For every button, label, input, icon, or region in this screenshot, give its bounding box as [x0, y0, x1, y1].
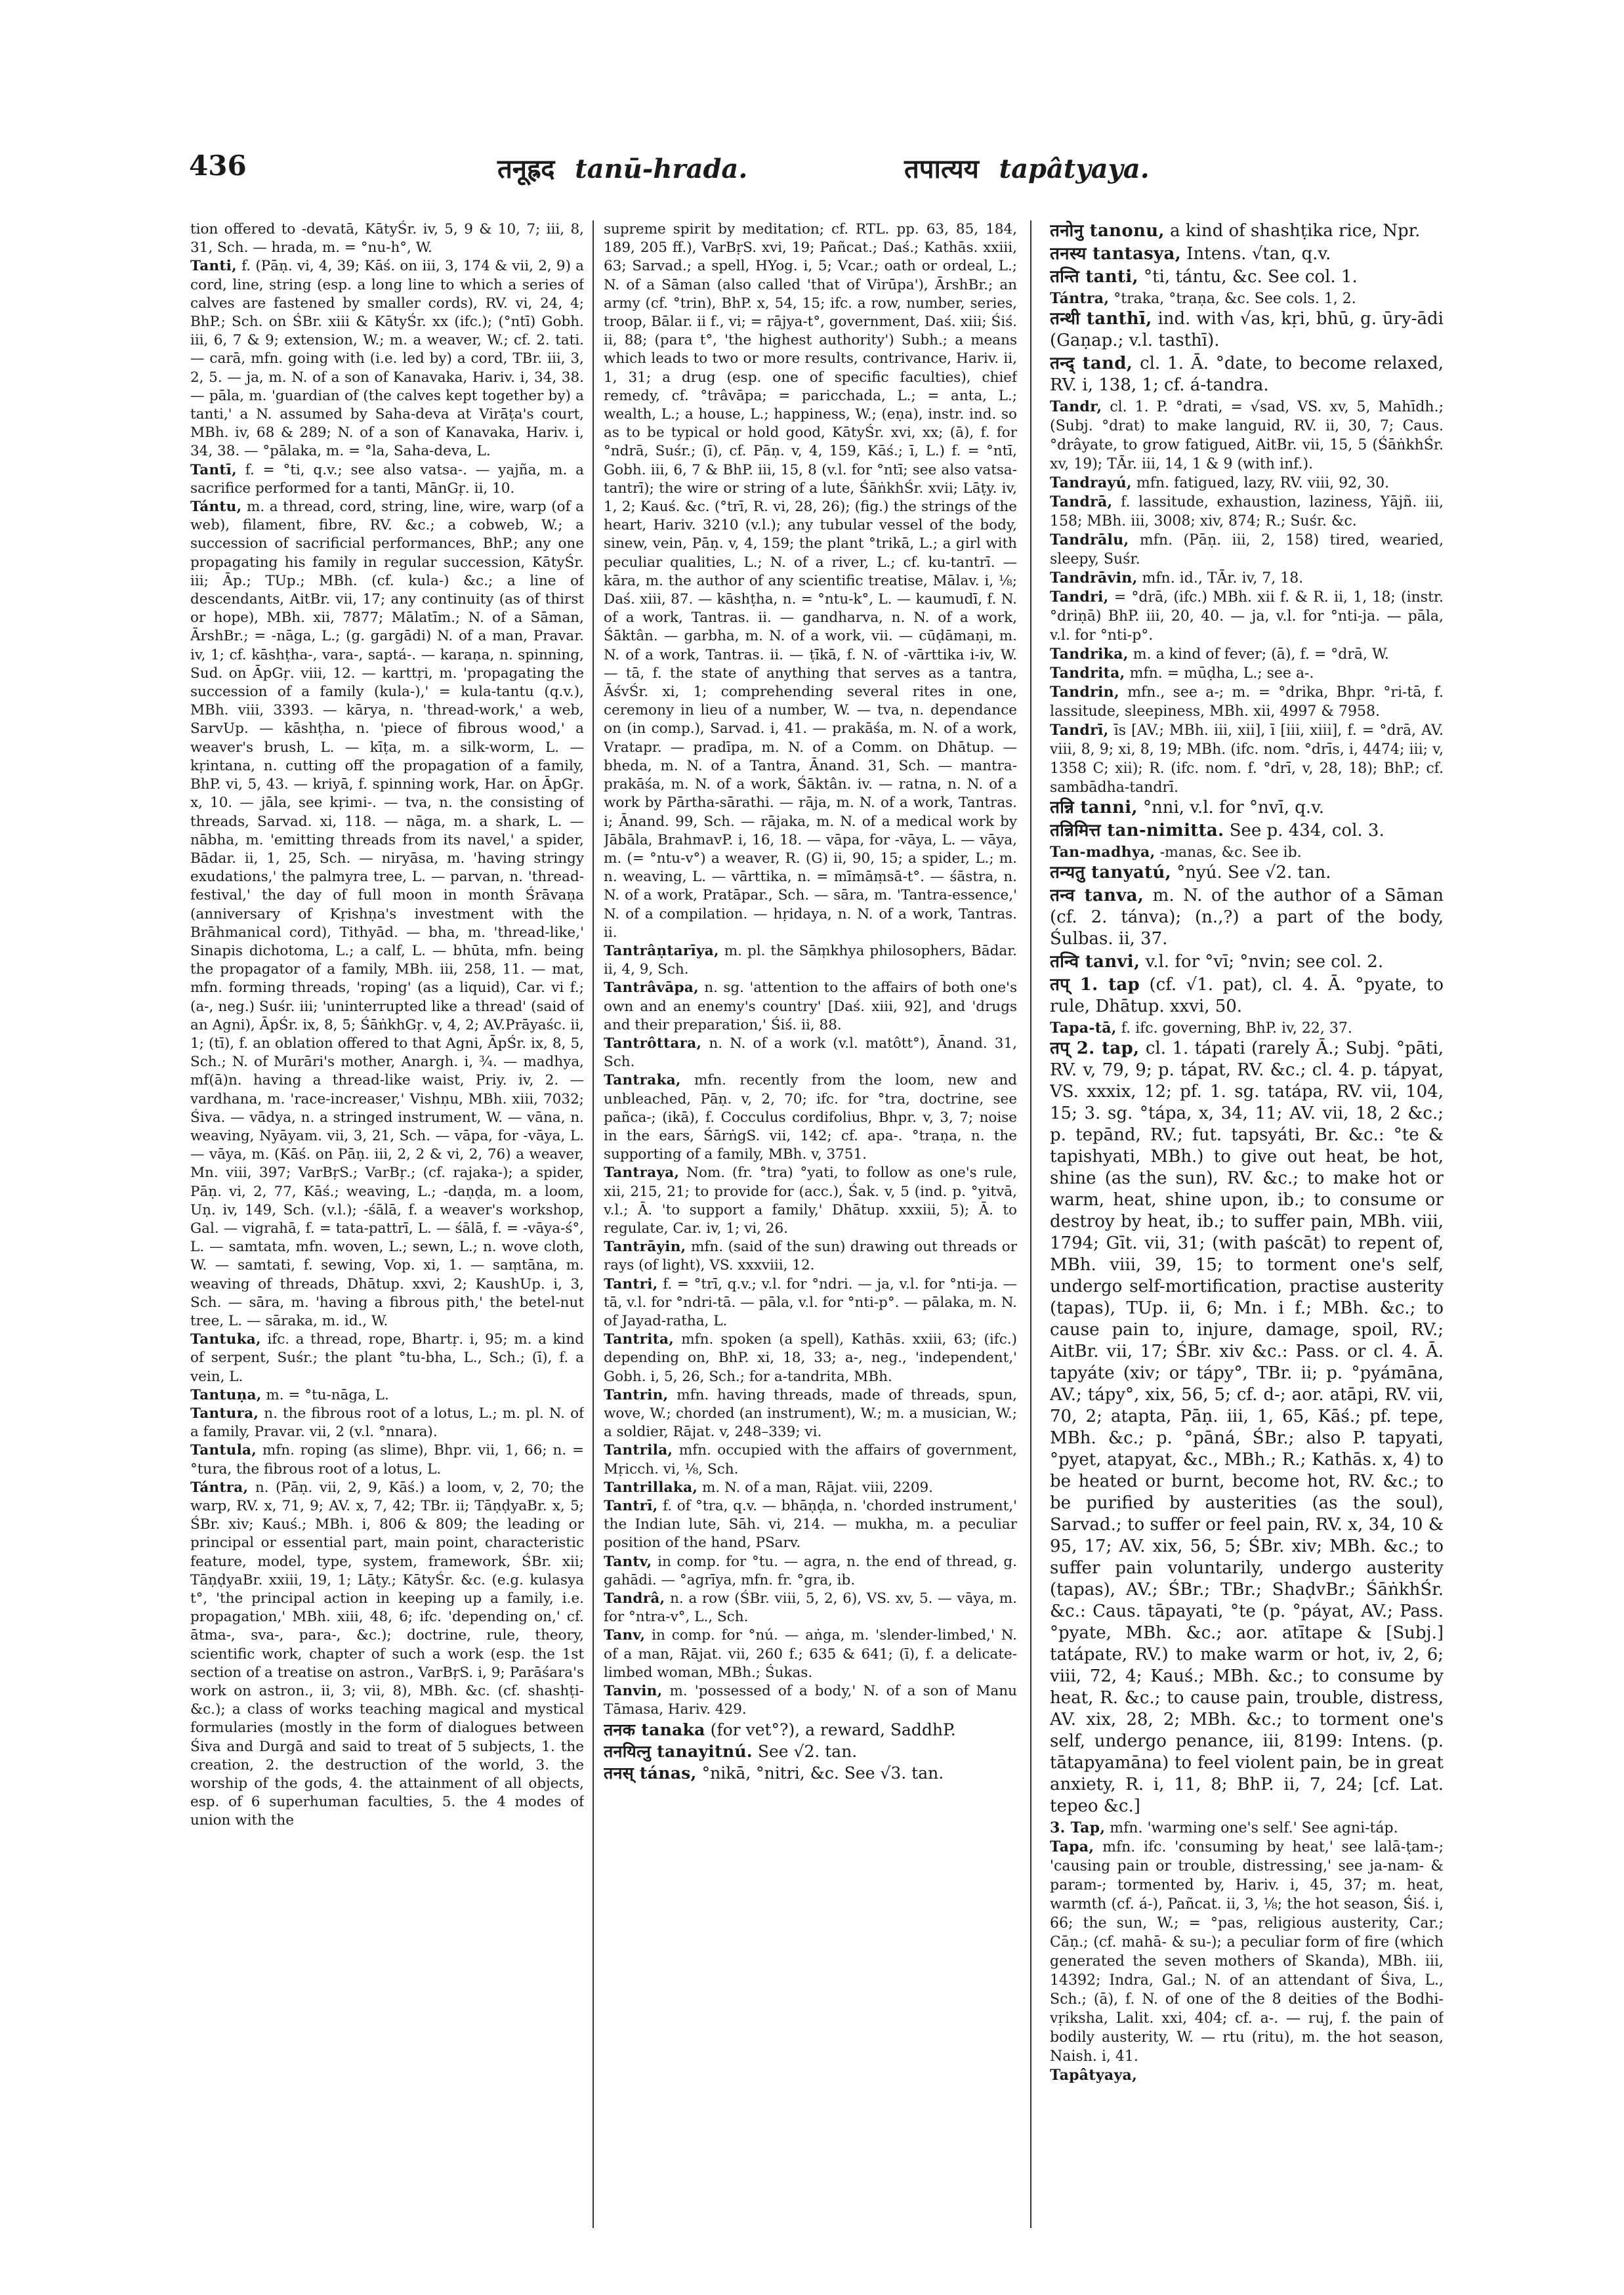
entry-headword: Tanvin,: [604, 1683, 663, 1700]
entry-definition: mfn. having threads, made of threads, spun, wove, W.; chorded (an instrument), W.; m. a musician, W.; a soldier, Rājat. v, 248–339; vi.: [604, 1386, 1017, 1441]
dictionary-entry: [1050, 862, 1444, 884]
entry-headword: Tandrī,: [1050, 722, 1109, 739]
dictionary-entry: [1050, 797, 1444, 819]
entry-definition: in comp. for °nú. — aṅga, m. 'slender-limbed,' N. of a man, Rājat. vii, 260 f.; 635 & 641; (ī), f. a delicate-limbed woman, MBh.; Śukas.: [604, 1627, 1017, 1681]
entry-headword: तन्वि tanvi,: [1050, 952, 1140, 972]
entry-headword: Tandrālu,: [1050, 531, 1129, 548]
dictionary-entry: [1050, 1838, 1444, 2066]
entry-headword: Tantī,: [190, 461, 237, 478]
dictionary-entry: [604, 1741, 1017, 1762]
dictionary-entry: [604, 1626, 1017, 1682]
entry-headword: Tantrâṇtarīya,: [604, 942, 719, 959]
entry-headword: Tantura,: [190, 1405, 259, 1422]
dictionary-entry: [1050, 243, 1444, 265]
dictionary-entry: [604, 1441, 1017, 1478]
dictionary-entry: [604, 1386, 1017, 1442]
entry-definition: °nni, v.l. for °nvī, q.v.: [1142, 798, 1325, 817]
entry-headword: Tántra,: [190, 1479, 249, 1496]
entry-headword: Tan-madhya,: [1050, 844, 1156, 861]
entry-definition: supreme spirit by meditation; cf. RTL. pp. 63, 85, 184, 189, 205 ff.), VarBṛS. xvi, 19; Pañcat.; Daś.; Kathās. xxiii, 63; Sarvad.; a spell, HYog. i, 5; Vcar.; oath or ordeal, L.; N. of a Sāman (also called 'that of Virūpa'), ĀrshBr.; an army (cf. °trin), BhP. x, 54, 15; ifc. a row, number, series, troop, Bālar. ii f., vi; = rājya-t°, government, Daś. xiii; Śiś. ii, 88; (para t°, 'the highest authority') Subh.; a means which leads to two or more results, contrivance, Hariv. ii, 1, 31; a drug (esp. one of specific faculties), chief remedy, cf. °trâvāpa; = paricchada, L.; = anta, L.; wealth, L.; a house, L.; happiness, W.; (eṇa), instr. ind. so as to be typical or hold good, KātyŚr. xvi, xx; (ā), f. for °ndrā, Suśr.; (ī), cf. Pāṇ. v, 4, 159, Kāś.; ī, L.) f. = °ntī, Gobh. iii, 6, 7 & BhP. iii, 15, 8 (v.l. for °ntī; see also vatsa-tantrī); the wire or string of a lute, ŚāṅkhŚr. xvii; Lāṭy. iv, 1, 2; Kauś. &c. (°trī, R. vi, 28, 26); (fig.) the strings of the heart, Hariv. 3210 (v.l.); any tubular vessel of the body, sinew, vein, Pāṇ. v, 4, 159; the plant °trikā, L.; a girl with peculiar qualities, L.; N. of a river, L.; cf. ku-tantrī. — kāra, m. the author of any scientific treatise, Mālav. i, ⅛; Daś. xiii, 87. — kāshṭha, n. = °ntu-k°, L. — kaumudī, f. N. of a work, Tantras. ii. — gandharva, n. N. of a work, Śāktân. — garbha, m. N. of a work, vii. — cūḍāmaṇi, m. N. of a work, Tantras. ii. — ṭīkā, f. N. of -vārttika i-iv, W. — tā, f. the state of anything that serves as a tantra, ĀśvŚr. xi, 1; comprehending several rites in one, ceremony in lieu of a number, W. — tva, n. dependance on (in comp.), Sarvad. i, 41. — prakāśa, m. N. of a work, Vratapr. — pradīpa, m. N. of a Comm. on Dhātup. — bheda, m. N. of a Tantra, Ānand. 31, Sch. — mantra-prakāśa, m. N. of a work, Śāktân. iv. — ratna, n. N. of a work by Pārtha-sārathi. — rāja, m. N. of a work, Tantras. i; Ānand. 99, Sch. — rājaka, m. N. of a medical work by Jābāla, BrahmavP. i, 16, 18. — vāpa, for -vāya, L. — vāya, m. (= °ntu-v°) a weaver, R. (G) ii, 90, 15; a spider, L.; m. n. weaving, L. — vārttika, n. = mīmāṃsā-t°. — śāstra, n. N. of a work, Pratāpar., Sch. — sāra, m. 'Tantra-essence,' N. of a compilation. — hṛidaya, n. N. of a work, Tantras. ii.: [604, 221, 1017, 941]
dictionary-entry: [1050, 220, 1444, 242]
dictionary-entry: [604, 942, 1017, 979]
entry-headword: Tantraka,: [604, 1072, 681, 1089]
dictionary-entry: [190, 498, 584, 1331]
entry-definition: Nom. (fr. °tra) °yati, to follow as one's rule, xii, 215, 21; to provide for (acc.), Śak. v, 5 (ind. p. °yitvā, v.l.; Ā. 'to support a family,' Dhātup. xxxiii, 5); Ā. to regulate, Car. iv, 1; vi, 26.: [604, 1165, 1017, 1237]
entry-headword: तन्थी tanthī,: [1050, 309, 1152, 329]
dictionary-entry: [1050, 289, 1444, 308]
dictionary-entry: [190, 1331, 584, 1386]
dictionary-entry: [190, 1405, 584, 1441]
entry-definition: f. ifc. governing, BhP. iv, 22, 37.: [1121, 1020, 1352, 1037]
entry-headword: Tandrika,: [1050, 646, 1129, 663]
entry-headword: Tandri,: [1050, 589, 1109, 606]
dictionary-entry: [1050, 353, 1444, 396]
entry-headword: Tántu,: [190, 499, 242, 516]
dictionary-entry: [1050, 398, 1444, 474]
dictionary-entry: [190, 257, 584, 461]
dictionary-entry: [1050, 721, 1444, 797]
entry-definition: a kind of shashṭika rice, Npr.: [1170, 221, 1421, 241]
entry-headword: Tantrillaka,: [604, 1479, 698, 1496]
entry-headword: Tantv,: [604, 1553, 652, 1570]
entry-headword: Tapa-tā,: [1050, 1020, 1117, 1037]
entry-definition: cl. 1. tápati (rarely Ā.; Subj. °pāti, RV. v, 79, 9; p. tápat, RV. &c.; cl. 4. p. tápyat, VS. xxxix, 12; pf. 1. sg. tatápa, RV. vii, 104, 15; 3. sg. °tápa, x, 34, 11; AV. vii, 18, 2 &c.; p. tepānd, RV.; fut. tapsyáti, Br. &c.: °te & tapishyati, MBh.) to give out heat, be hot, shine (as the sun), RV. &c.; to make hot or warm, heat, shine upon, ib.; to consume or destroy by heat, ib.; to suffer pain, MBh. viii, 1794; Gīt. vii, 31; (with paścāt) to repent of, MBh. viii, 39, 15; to torment one's self, undergo self-mortification, practise austerity (tapas), TUp. ii, 6; Mn. i f.; MBh. &c.; to cause pain to, injure, damage, spoil, RV.; AitBr. vii, 17; ŚBr. xiv &c.: Pass. or cl. 4. Ā. tapyáte (xiv; or tápy°, TBr. ii; p. °pyámāna, AV.; tápy°, xix, 56, 5; cf. d-; aor. atāpi, RV. vii, 70, 2; atapta, Pāṇ. iii, 1, 65, Kāś.; pf. tepe, MBh. &c.; p. °pāná, ŚBr.; also P. tapyati, °pyet, atapyat, &c., MBh.; R.; Kathās. x, 4) to be heated or burnt, become hot, RV. &c.; to be purified by austerities (as the soul), Sarvad.; to suffer or feel pain, RV. x, 34, 10 & 95, 17; AV. xix, 56, 5; ŚBr. xiv; MBh. &c.; to suffer pain voluntarily, undergo austerity (tapas), AV.; ŚBr.; TBr.; ShaḍvBr.; ŚāṅkhŚr. &c.: Caus. tāpayati, °te (p. °páyat, AV.; Pass. °pyate, MBh. &c.; aor. atītape & [Subj.] tatápate, RV.) to make warm or hot, iv, 2, 6; viii, 72, 4; Kauś.; MBh. &c.; to consume by heat, R. &c.; to cause pain, trouble, distress, AV. xix, 28, 2; MBh. &c.; to torment one's self, undergo penance, iii, 8199: Intens. (p. tātapyamāna) to feel violent pain, be in great anxiety, R. i, 11, 8; BhP. ii, 7, 24; [cf. Lat. tepeo &c.]: [1050, 1039, 1444, 1816]
left-headword-devanagari: तनूह्रद: [497, 154, 555, 184]
left-headword: tanū-hrada.: [575, 154, 748, 184]
dictionary-entry: [1050, 2066, 1444, 2085]
dictionary-entry: [190, 1386, 584, 1405]
dictionary-entry: [1050, 974, 1444, 1018]
entry-definition: m. N. of the author of a Sāman (cf. 2. tánva); (n.,?) a part of the body, Śulbas. ii, 37.: [1050, 886, 1444, 949]
entry-definition: mfn. occupied with the affairs of government, Mṛicch. vi, ⅛, Sch.: [604, 1442, 1017, 1478]
entry-headword: Tantuka,: [190, 1331, 261, 1348]
dictionary-entry: [1050, 683, 1444, 721]
entry-headword: तन्ति tanti,: [1050, 267, 1138, 287]
right-headword-devanagari: तपात्यय: [904, 154, 979, 184]
dictionary-entry: [1050, 820, 1444, 842]
dictionary-entry: [1050, 308, 1444, 352]
entry-definition: n. N. of a work (v.l. matôtt°), Ānand. 31, Sch.: [604, 1035, 1017, 1071]
dictionary-entry: [604, 1497, 1017, 1553]
entry-headword: तनोनु tanonu,: [1050, 221, 1165, 241]
entry-headword: Tanti,: [190, 258, 237, 275]
entry-definition: mfn. spoken (a spell), Kathās. xxiii, 63; (ifc.) depending on, BhP. xi, 18, 33; a-, neg., 'independent,' Gobh. i, 5, 26, Sch.; for a-tandrita, MBh.: [604, 1331, 1017, 1385]
dictionary-entry: [604, 1275, 1017, 1331]
dictionary-entry: [604, 1762, 1017, 1784]
dictionary-entry: [1050, 531, 1444, 569]
entry-definition: -manas, &c. See ib.: [1159, 844, 1302, 861]
entry-definition: m. a thread, cord, string, line, wire, warp (of a web), filament, fibre, RV. &c.; a cobweb, W.; a succession of sacrificial performances, BhP.; any one propagating his family in regular succession, KātyŚr. iii; Āp.; TUp.; MBh. (cf. kula-) &c.; a line of descendants, AitBr. vii, 17; any continuity (as of thirst or hope), MBh. xii, 7877; Mālatīm.; N. of a Sāman, ĀrshBr.; = -nāga, L.; (g. gargādi) N. of a man, Pravar. iv, 1; cf. kāshṭha-, vara-, saptá-. — karaṇa, n. spinning, Sud. on ĀpGṛ. viii, 12. — karttṛi, m. 'propagating the succession of a family (kula-),' = kula-tantu (q.v.), MBh. viii, 3393. — kārya, n. 'thread-work,' a web, SarvUp. — kāshṭha, n. 'piece of fibrous wood,' a weaver's brush, L. — kīṭa, m. a silk-worm, L. — kṛintana, n. cutting off the propagation of a family, BhP. vi, 5, 43. — kriyā, f. spinning work, Har. on ĀpGṛ. x, 10. — jāla, see kṛimi-. — tva, n. the consisting of threads, Sarvad. xi, 118. — nāga, m. a shark, L. — nābha, m. 'emitting threads from its navel,' a spider, Bādar. ii, 1, 25, Sch. — niryāsa, m. 'having stringy exudations,' the palmyra tree, L. — parvan, n. 'thread-festival,' the day of full moon in month Śrāvaṇa (anniversary of Kṛishṇa's investment with the Brāhmanical cord), Tithyād. — bha, m. 'thread-like,' Sinapis dichotoma, L.; a calf, L. — bhūta, mfn. being the propagator of a family, MBh. iii, 258, 11. — mat, mfn. forming threads, 'roping' (as a liquid), Car. vi f.; (a-, neg.) Suśr. iii; 'uninterrupted like a thread' (said of an Agni), ĀpŚr. ix, 8, 5; ŚāṅkhGṛ. v, 4, 2; AV.Prāyaśc. ii, 1; (tī), f. an oblation offered to that Agni, ĀpŚr. ix, 8, 5, Sch.; N. of Murāri's mother, Anargh. i, ¾. — madhya, mf(ā)n. having a thread-like waist, Priy. iv, 2. — vardhana, m. 'race-increaser,' Vishṇu, MBh. xiii, 7032; Śiva. — vādya, n. a stringed instrument, W. — vāna, n. weaving, Nyāyam. vii, 3, 21, Sch. — vāpa, for -vāya, L. — vāya, m. (Kāś. on Pāṇ. iii, 2, 2 & vi, 2, 76) a weaver, Mn. viii, 397; VarBṛS.; VarBṛ.; (cf. rajaka-); a spider, Pāṇ. vi, 2, 77, Kāś.; weaving, L.; -daṇḍa, m. a loom, Uṇ. iv, 149, Sch. (v.l.); -śālā, f. a weaver's workshop, Gal. — vigrahā, f. = tata-pattrī, L. — śālā, f. = -vāya-ś°, L. — samtata, mfn. woven, L.; sewn, L.; n. wove cloth, W. — samtati, f. sewing, Vop. xi, 1. — saṃtāna, m. weaving of threads, Dhātup. xxvi, 2; KaushUp. i, 3, Sch. — sāra, m. 'having a fibrous pith,' the betel-nut tree, L. — sāraka, m. id., W.: [190, 499, 584, 1329]
column-1: [190, 220, 584, 2228]
dictionary-entry: [1050, 664, 1444, 683]
dictionary-entry: [1050, 474, 1444, 493]
entry-definition: ifc. a thread, rope, Bhartṛ. i, 95; m. a kind of serpent, Suśr.; the plant °tu-bha, L., Sch.; (ī), f. a vein, L.: [190, 1331, 584, 1385]
entry-headword: Tantrila,: [604, 1442, 673, 1459]
entry-headword: Tantrita,: [604, 1331, 674, 1348]
entry-definition: tion offered to -devatā, KātyŚr. iv, 5, 9 & 10, 7; iii, 8, 31, Sch. — hrada, m. = °nu-h°, W.: [190, 221, 584, 257]
entry-definition: mfn. recently from the loom, new and unbleached, Pāṇ. v, 2, 70; ifc. for °tra, doctrine, see pañca-; (ikā), f. Cocculus cordifolius, Bhpr. v, 3, 7; noise in the ears, ŚārṅgS. vii, 142; cf. apa-. °traṇa, n. the supporting of a family, MBh. v, 3751.: [604, 1072, 1017, 1163]
entry-definition: v.l. for °vī; °nvin; see col. 2.: [1145, 952, 1384, 972]
entry-headword: Tandrita,: [1050, 665, 1125, 682]
dictionary-entry: [604, 1682, 1017, 1719]
entry-definition: Intens. √tan, q.v.: [1186, 244, 1331, 264]
column-3: [1050, 220, 1444, 2228]
entry-definition: in comp. for °tu. — agra, n. the end of thread, g. gahādi. — °agrīya, mfn. fr. °gra, ib.: [604, 1553, 1017, 1588]
entry-headword: तनयित्नु tanayitnú.: [604, 1742, 753, 1762]
entry-headword: Tantri,: [604, 1275, 658, 1292]
entry-definition: mfn. (said of the sun) drawing out threads or rays (of light), VS. xxxviii, 12.: [604, 1239, 1017, 1274]
page-header: [189, 146, 1449, 198]
entry-definition: f. = °trī, q.v.; v.l. for °ndri. — ja, v.l. for °nti-ja. — tā, v.l. for °ndri-tā. — pāla, v.l. for °nti-p°. — pālaka, m. N. of Jayad-ratha, L.: [604, 1275, 1017, 1329]
entry-definition: mfn. 'warming one's self.' See agni-táp.: [1110, 1820, 1398, 1836]
entry-definition: n. a row (ŚBr. viii, 5, 2, 6), VS. xv, 5. — vāya, m. for °ntra-v°, L., Sch.: [604, 1590, 1017, 1626]
entry-definition: m. pl. the Sāṃkhya philosophers, Bādar. ii, 4, 9, Sch.: [604, 942, 1017, 978]
dictionary-entry: [604, 1238, 1017, 1275]
dictionary-entry: [1050, 1038, 1444, 1817]
entry-definition: n. (Pāṇ. vii, 2, 9, Kāś.) a loom, v, 2, 70; the warp, RV. x, 71, 9; AV. x, 7, 42; TBr. ii; TāṇḍyaBr. x, 5; ŚBr. xiv; Kauś.; MBh. i, 806 & 809; the leading or principal or essential part, main point, characteristic feature, model, type, system, framework, ŚBr. xii; TāṇḍyaBr. xxiii, 19, 1; Lāṭy.; KātyŚr. &c. (e.g. kulasya t°, 'the principal action in keeping up a family, i.e. propagation,' MBh. xiii, 48, 6; ifc. 'depending on,' cf. ātma-, sva-, para-, &c.); doctrine, rule, theory, scientific work, chapter of such a work (esp. the 1st section of a treatise on astron., VarBṛS. i, 9; Parāśara's work on astron., ii, 3; vii, 8), MBh. &c. (cf. shashṭi- &c.); a class of works teaching magical and mystical formularies (mostly in the form of dialogues between Śiva and Durgā and said to treat of 5 subjects, 1. the creation, 2. the destruction of the world, 3. the worship of the gods, 4. the attainment of all objects, esp. of 6 superhuman faculties, 5. the 4 modes of union with the: [190, 1479, 584, 1829]
right-running-headword: [904, 150, 1150, 186]
entry-headword: 3. Tap,: [1050, 1819, 1106, 1836]
dictionary-entry: [190, 1479, 584, 1830]
entry-headword: तप् 1. tap: [1050, 975, 1140, 995]
entry-headword: तप् 2. tap,: [1050, 1039, 1140, 1058]
dictionary-entry: [604, 1035, 1017, 1071]
entry-headword: Tantrin,: [604, 1386, 669, 1403]
dictionary-entry: [1050, 266, 1444, 288]
entry-definition: (cf. √1. pat), cl. 4. Ā. °pyate, to rule, Dhātup. xxvi, 50.: [1050, 975, 1444, 1016]
entry-headword: Tandrayú,: [1050, 474, 1132, 491]
entry-definition: °traka, °traṇa, &c. See cols. 1, 2.: [1114, 291, 1356, 307]
dictionary-entry: [1050, 569, 1444, 588]
entry-headword: Tántra,: [1050, 290, 1110, 307]
dictionary-entry: [604, 1071, 1017, 1164]
dictionary-entry: [604, 1719, 1017, 1741]
entry-definition: m. 'possessed of a body,' N. of a son of Manu Tāmasa, Hariv. 429.: [604, 1683, 1017, 1718]
dictionary-entry: [604, 220, 1017, 942]
entry-headword: Tantula,: [190, 1442, 257, 1459]
entry-headword: तन्द् tand,: [1050, 354, 1133, 373]
entry-definition: See √2. tan.: [757, 1742, 858, 1762]
entry-headword: तनक tanaka: [604, 1720, 705, 1740]
entry-definition: = °drā, (ifc.) MBh. xii f. & R. ii, 1, 18; (instr. °driṇā) BhP. iii, 20, 40. — ja, v.l. for °nti-ja. — pāla, v.l. for °nti-p°.: [1050, 589, 1444, 644]
entry-headword: Tanv,: [604, 1627, 646, 1644]
entry-headword: Tandrâ,: [604, 1590, 665, 1607]
entry-headword: Tantraya,: [604, 1165, 680, 1182]
entry-headword: Tapâtyaya,: [1050, 2067, 1138, 2084]
entry-definition: °ti, tántu, &c. See col. 1.: [1144, 267, 1358, 287]
column-divider-2: [1030, 220, 1031, 2228]
entry-definition: See p. 434, col. 3.: [1229, 821, 1385, 840]
entry-headword: Tandr,: [1050, 398, 1102, 415]
entry-definition: mfn. ifc. 'consuming by heat,' see lalā-ṭam-; 'causing pain or trouble, distressing,' see ja-nam- & param-; tormented by, Hariv. i, 45, 37; m. heat, warmth (cf. á-), Pañcat. ii, 3, ⅛; the hot season, Śiś. i, 66; the sun, W.; = °pas, religious austerity, Car.; Cāṇ.; (cf. mahā- & su-); a peculiar form of fire (which generated the seven mothers of Skanda), MBh. iii, 14392; Indra, Gal.; N. of an attendant of Śiva, L., Sch.; (ā), f. N. of one of the 8 deities of the Bodhi-vṛiksha, Lalit. xxi, 404; cf. a-. — ruj, f. the pain of bodily austerity, W. — rtu (ritu), m. the hot season, Naish. i, 41.: [1050, 1839, 1444, 2065]
entry-definition: f. = °ti, q.v.; see also vatsa-. — yajña, m. a sacrifice performed for a tanti, MānGṛ. ii, 10.: [190, 461, 584, 497]
entry-definition: °nyú. See √2. tan.: [1176, 863, 1331, 882]
dictionary-entry: [1050, 588, 1444, 645]
dictionary-entry: [190, 1441, 584, 1478]
entry-headword: तन्व tanva,: [1050, 886, 1144, 905]
entry-definition: n. the fibrous root of a lotus, L.; m. pl. N. of a family, Pravar. vii, 2 (v.l. °nnara).: [190, 1405, 584, 1441]
entry-definition: mfn. roping (as slime), Bhpr. vii, 1, 66; n. = °tura, the fibrous root of a lotus, L.: [190, 1442, 584, 1478]
entry-definition: n. sg. 'attention to the affairs of both one's own and an enemy's country' [Daś. xiii, 92], and 'drugs and their preparation,' Śiś. ii, 88.: [604, 980, 1017, 1033]
entry-definition: īs [AV.; MBh. iii, xii], ī [iii, xiii], f. = °drā, AV. viii, 8, 9; xi, 8, 19; MBh. (ifc. nom. °drīs, i, 4474; iii; v, 1358 C; xii); R. (ifc. nom. f. °drī, v, 28, 18); BhP.; cf. sambādha-tandrī.: [1050, 722, 1444, 796]
right-headword: tapâtyaya.: [999, 154, 1150, 184]
entry-definition: f. (Pāṇ. vi, 4, 39; Kāś. on iii, 3, 174 & vii, 2, 9) a cord, line, string (esp. a long line to which a series of calves are fastened by smaller cords), RV. vi, 24, 4; BhP.; Sch. on ŚBr. xiii & KātyŚr. xx (ifc.); (°ntī) Gobh. iii, 6, 7 & 9; extension, W.; m. a weaver, W.; cf. 2. tati. — carā, mfn. going with (i.e. led by) a cord, TBr. iii, 3, 2, 5. — ja, m. N. of a son of Kanavaka, Hariv. i, 34, 38. — pāla, m. 'guardian of (the calves kept together by) a tanti,' a N. assumed by Saha-deva at Virāṭa's court, MBh. iv, 68 & 289; N. of a son of Kanavaka, Hariv. i, 34, 38. — °pālaka, m. = °la, Saha-deva, L.: [190, 258, 584, 460]
entry-headword: तनस्य tantasya,: [1050, 244, 1181, 264]
entry-headword: Tantrī,: [604, 1498, 658, 1515]
entry-headword: Tapa,: [1050, 1838, 1094, 1855]
entry-definition: mfn. fatigued, lazy, RV. viii, 92, 30.: [1136, 475, 1390, 491]
dictionary-entry: [604, 1331, 1017, 1386]
dictionary-entry: [604, 1553, 1017, 1590]
entry-definition: mfn. id., TĀr. iv, 7, 18.: [1142, 570, 1304, 587]
entry-definition: cl. 1. P. °drati, = √sad, VS. xv, 5, Mahīdh.; (Subj. °drat) to make languid, RV. ii, 30, 7; Caus. °drâyate, to grow fatigued, AitBr. vii, 15, 5 (ŚāṅkhŚr. xv, 19); TĀr. iii, 14, 1 & 9 (with inf.).: [1050, 399, 1444, 472]
dictionary-entry: [1050, 645, 1444, 664]
entry-headword: Tantrâvāpa,: [604, 980, 699, 997]
entry-headword: Tandrā,: [1050, 493, 1113, 510]
entry-headword: Tandrin,: [1050, 684, 1119, 701]
dictionary-entry: [1050, 493, 1444, 531]
entry-definition: mfn. = mūḍha, L.; see a-.: [1129, 665, 1314, 682]
entry-definition: m. a kind of fever; (ā), f. = °drā, W.: [1133, 646, 1389, 663]
dictionary-entry: [1050, 885, 1444, 950]
entry-headword: तन्नि tanni,: [1050, 798, 1138, 817]
dictionary-entry: [1050, 951, 1444, 973]
dictionary-entry: [1050, 1819, 1444, 1838]
entry-definition: m. N. of a man, Rājat. viii, 2209.: [701, 1479, 934, 1496]
entry-headword: तन्निमित्त tan-nimitta.: [1050, 821, 1224, 840]
entry-headword: Tantrāyin,: [604, 1239, 686, 1256]
dictionary-entry: [604, 979, 1017, 1035]
column-divider-1: [593, 220, 594, 2228]
column-2: [604, 220, 1017, 2228]
entry-headword: तनस् tánas,: [604, 1764, 697, 1783]
page-number: 436: [189, 150, 247, 182]
dictionary-entry: [1050, 843, 1444, 862]
entry-definition: (for vet°?), a reward, SaddhP.: [710, 1720, 956, 1740]
entry-headword: तन्यतु tanyatú,: [1050, 863, 1172, 882]
entry-definition: f. of °tra, q.v. — bhāṇḍa, n. 'chorded instrument,' the Indian lute, Sāh. vi, 214. — mukha, m. a peculiar position of the hand, PSarv.: [604, 1498, 1017, 1552]
dictionary-entry: [1050, 1019, 1444, 1038]
entry-definition: mfn., see a-; m. = °drika, Bhpr. °ri-tā, f. lassitude, sleepiness, MBh. xii, 4997 & 7958.: [1050, 684, 1444, 720]
entry-definition: ind. with √as, kṛi, bhū, g. ūry-ādi (Gaṇap.; v.l. tasthī).: [1050, 309, 1444, 350]
dictionary-entry: [190, 220, 584, 257]
dictionary-entry: [604, 1590, 1017, 1626]
dictionary-entry: [604, 1479, 1017, 1497]
entry-headword: Tandrāvin,: [1050, 569, 1138, 587]
entry-headword: Tantrôttara,: [604, 1035, 702, 1052]
entry-headword: Tantuṇa,: [190, 1386, 262, 1403]
dictionary-entry: [190, 461, 584, 498]
left-running-headword: [497, 150, 747, 186]
entry-definition: m. = °tu-nāga, L.: [266, 1386, 389, 1403]
entry-definition: cl. 1. Ā. °date, to become relaxed, RV. i, 138, 1; cf. á-tandra.: [1050, 354, 1444, 395]
entry-definition: f. lassitude, exhaustion, laziness, Yājñ. iii, 158; MBh. iii, 3008; xiv, 874; R.; Suśr. &c.: [1050, 494, 1444, 529]
dictionary-entry: [604, 1164, 1017, 1238]
entry-definition: mfn. (Pāṇ. iii, 2, 158) tired, wearied, sleepy, Suśr.: [1050, 532, 1444, 568]
entry-definition: °nikā, °nitri, &c. See √3. tan.: [701, 1764, 944, 1783]
